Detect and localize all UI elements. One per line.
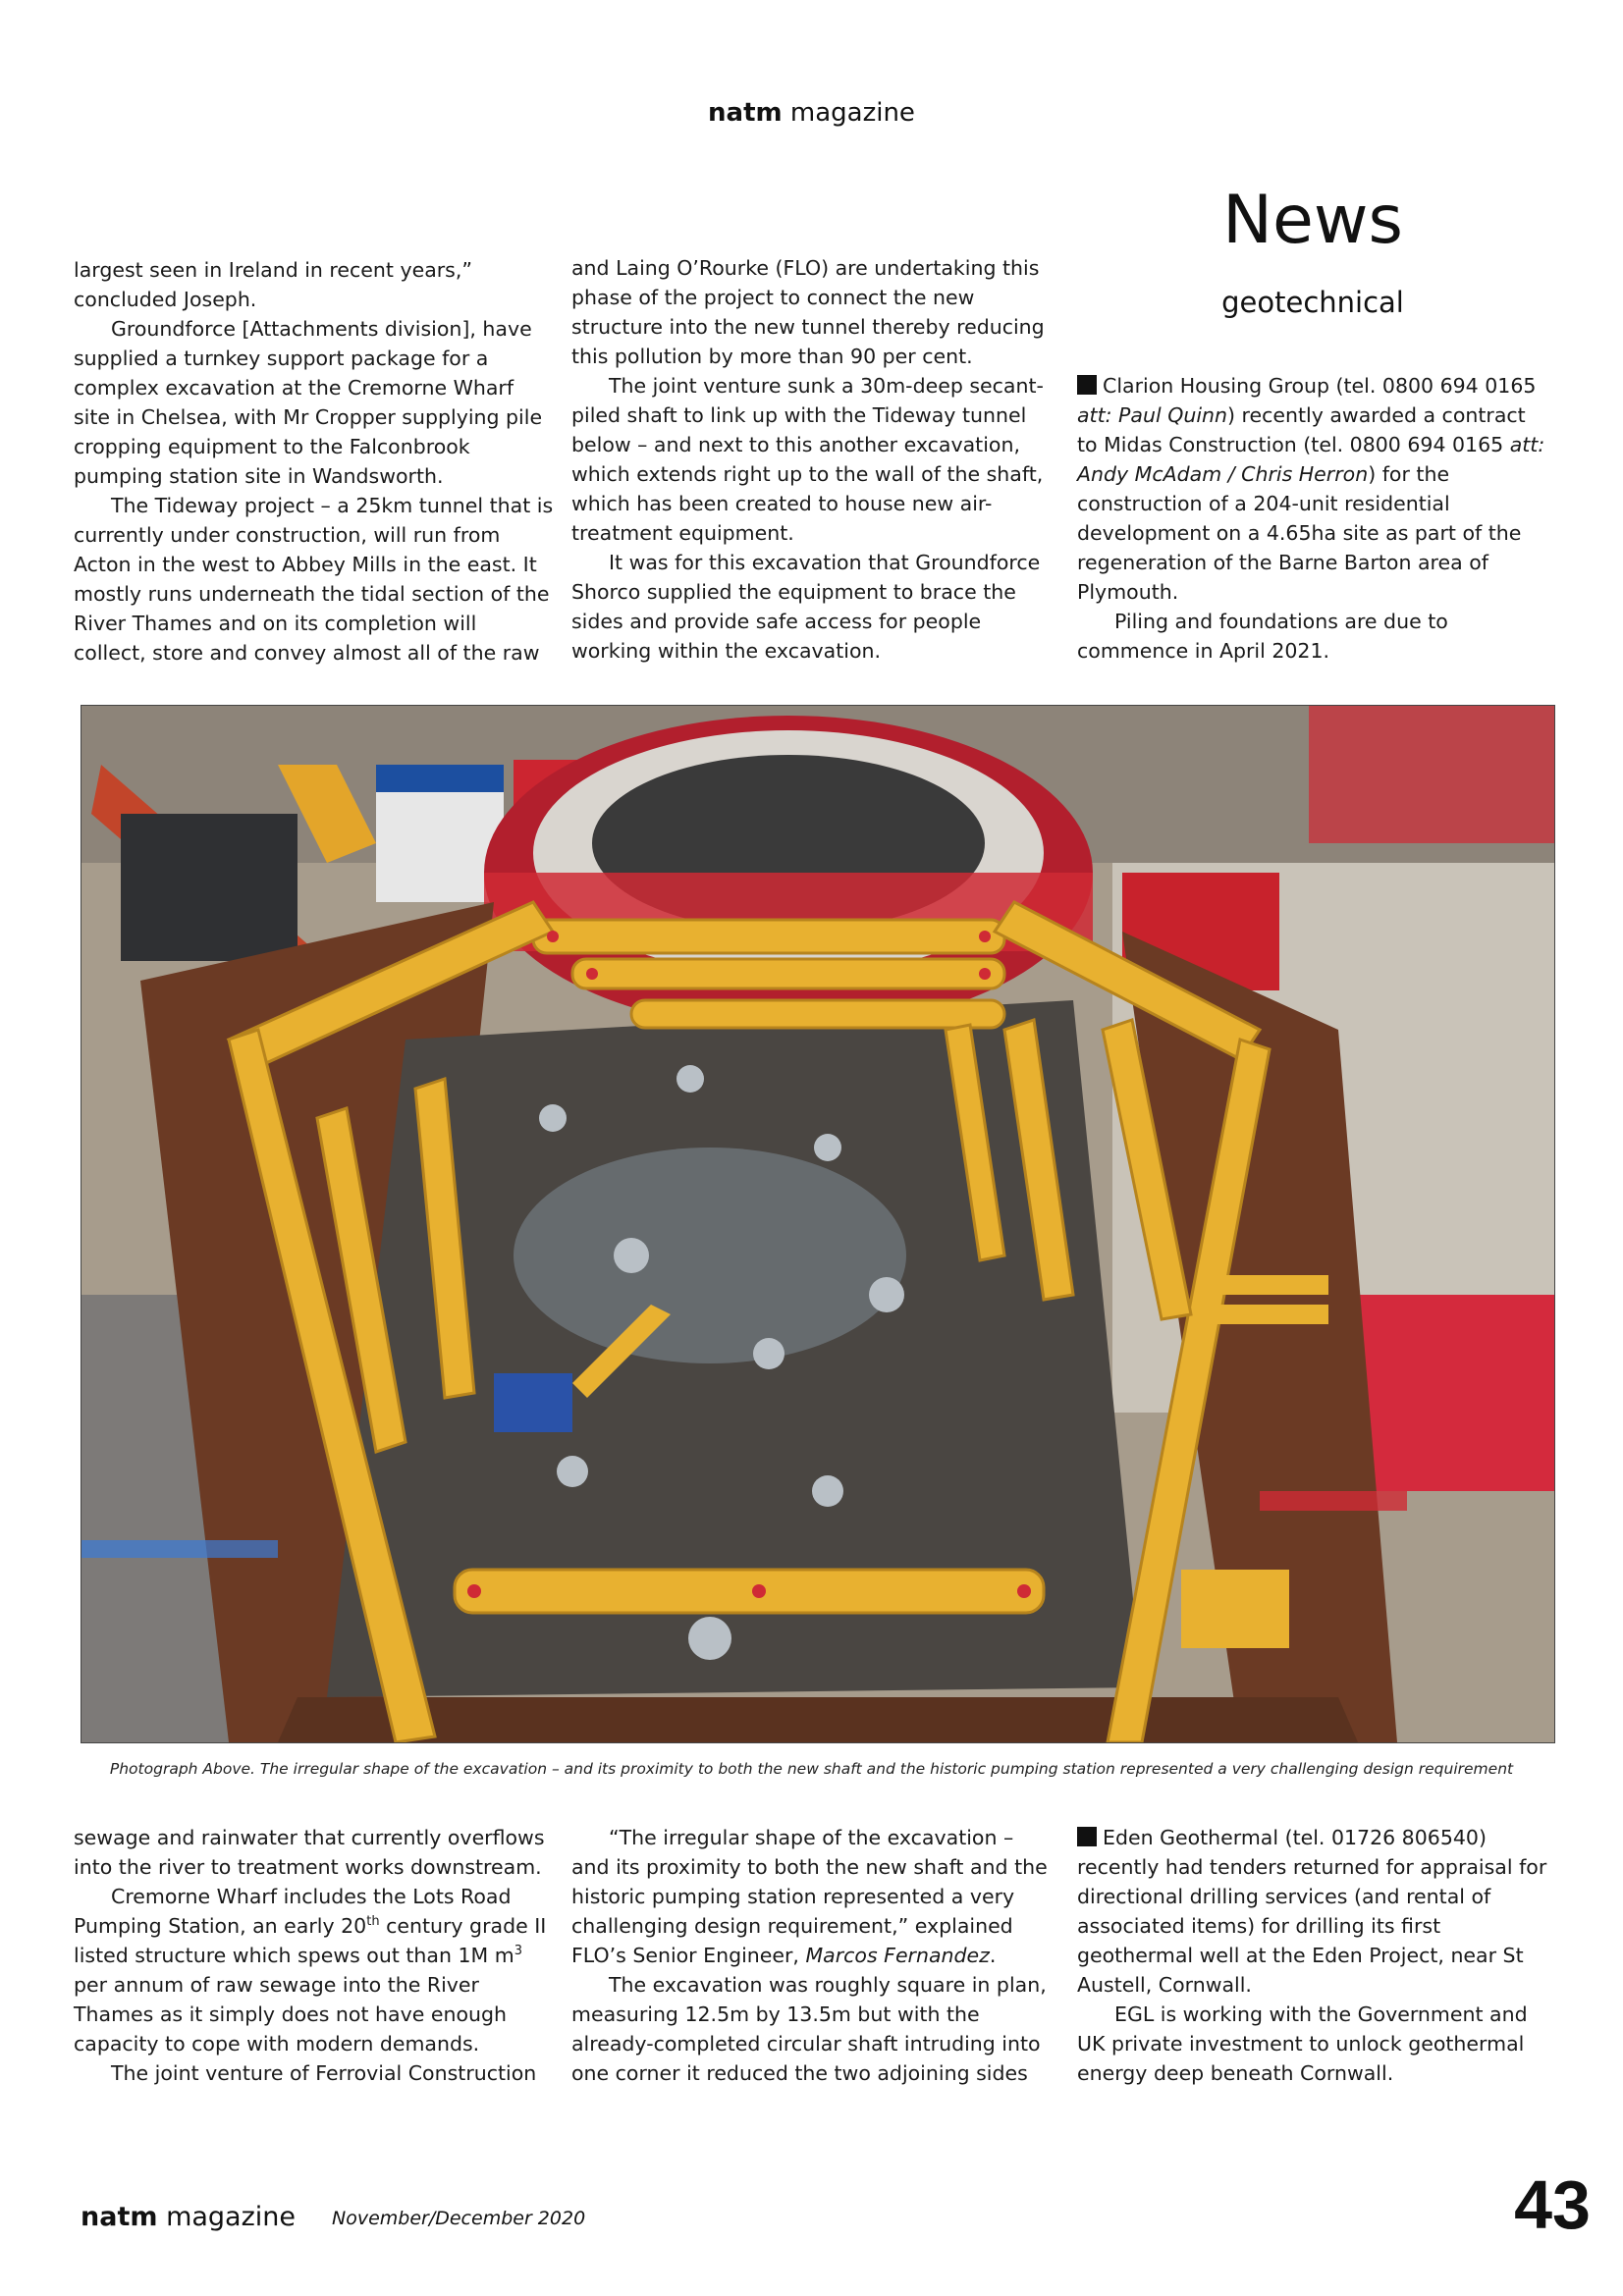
brand-rest: magazine (782, 98, 915, 128)
text: . (989, 1944, 997, 1967)
paragraph: The Tideway project – a 25km tunnel that is currently under construction, will run from Acton in the west to Abbey Mills in the east. It mostly runs underneath the tidal section of the River Thames and on its completion will collect, store and convey almost all of the raw (74, 494, 554, 665)
brand-rest: magazine (157, 2202, 296, 2232)
text: Clarion Housing Group (tel. 0800 694 0165 (1103, 374, 1537, 398)
bullet-square-icon (1077, 375, 1097, 395)
photo-caption: Photograph Above. The irregular shape of the excavation – and its proximity to both the new shaft and the historic pumping station represented a very challenging design requirement (109, 1760, 1514, 1778)
paragraph: The joint venture sunk a 30m-deep secant-piled shaft to link up with the Tideway tunnel below – and next to this another excavation, which extends right up to the wall of the shaft, which has been created to house new air-treatment equipment. (571, 374, 1044, 545)
text: per annum of raw sewage into the River Thames as it simply does not have enough capacity to cope with modern demands. (74, 1973, 507, 2056)
text: ) for the construction of a 204-unit residential development on a 4.65ha site as part of the regeneration of the Barne Barton area of Plymouth. (1077, 462, 1522, 604)
bottom-column-1 (74, 1823, 555, 2088)
text: ) recently awarded a contract to Midas Construction (tel. 0800 694 0165 (1077, 403, 1526, 456)
text: Cremorne Wharf includes the Lots Road Pumping Station, an early 20 (74, 1885, 512, 1938)
paragraph: Groundforce [Attachments division], have supplied a turnkey support package for a complex excavation at the Cremorne Wharf site in Chelsea, with Mr Cropper supplying pile cropping equipment to the Falconbrook pumping station site in Wandsworth. (74, 317, 543, 488)
person-name: Marcos Fernandez (805, 1944, 990, 1967)
paragraph: EGL is working with the Government and UK private investment to unlock geothermal energy deep beneath Cornwall. (1077, 2002, 1528, 2085)
superscript: th (366, 1914, 380, 1930)
paragraph-quote (571, 1823, 1053, 1970)
page-number: 43 (1514, 2166, 1591, 2243)
bottom-column-2 (571, 1823, 1053, 2088)
excavation-photo-illustration (81, 706, 1554, 1742)
brand-bold: natm (708, 98, 783, 128)
footer-brand (81, 2202, 296, 2232)
excavation-photo (81, 705, 1555, 1743)
issue-date: November/December 2020 (332, 2208, 586, 2229)
paragraph: and Laing O’Rourke (FLO) are undertaking this phase of the project to connect the new structure into the new tunnel thereby reducing this pollution by more than 90 per cent. (571, 256, 1045, 368)
paragraph-cremorne (74, 1882, 555, 2058)
section-title: News (1222, 182, 1403, 259)
paragraph: The excavation was roughly square in plan, measuring 12.5m by 13.5m but with the already-completed circular shaft intruding into one corner it reduced the two adjoining sides (571, 1973, 1047, 2085)
top-column-3 (1077, 371, 1548, 666)
paragraph: largest seen in Ireland in recent years,” concluded Joseph. (74, 258, 472, 311)
paragraph: It was for this excavation that Groundforce Shorco supplied the equipment to brace the sides and provide safe access for people working within the excavation. (571, 551, 1041, 663)
bullet-square-icon (1077, 1827, 1097, 1846)
text: “The irregular shape of the excavation – and its proximity to both the new shaft and the historic pumping station represented a very challenging design requirement,” explained FLO’s Senior Engineer, (571, 1826, 1048, 1967)
header-brand (0, 98, 1623, 128)
superscript: 3 (514, 1944, 522, 1959)
brand-bold: natm (81, 2202, 158, 2232)
contact-name: att: Paul Quinn (1077, 403, 1227, 427)
bottom-column-3 (1077, 1823, 1548, 2088)
paragraph: Piling and foundations are due to commence in April 2021. (1077, 610, 1448, 663)
text: Eden Geothermal (tel. 01726 806540) recently had tenders returned for appraisal for directional drilling services (and rental of associated items) for drilling its first geothermal well at the Eden Project, near St Austell, Cornwall. (1077, 1826, 1547, 1997)
section-subtitle: geotechnical (1221, 286, 1404, 319)
text: century grade II listed structure which spews out than 1M m (74, 1914, 547, 1967)
paragraph: sewage and rainwater that currently overflows into the river to treatment works downstream. (74, 1826, 545, 1879)
top-column-1 (74, 255, 555, 667)
paragraph: The joint venture of Ferrovial Construction (111, 2061, 537, 2085)
news-item-eden (1077, 1823, 1548, 2000)
contact-name: att: Andy McAdam / Chris Herron (1077, 433, 1545, 486)
news-item-clarion (1077, 371, 1548, 607)
top-column-2 (571, 253, 1053, 666)
